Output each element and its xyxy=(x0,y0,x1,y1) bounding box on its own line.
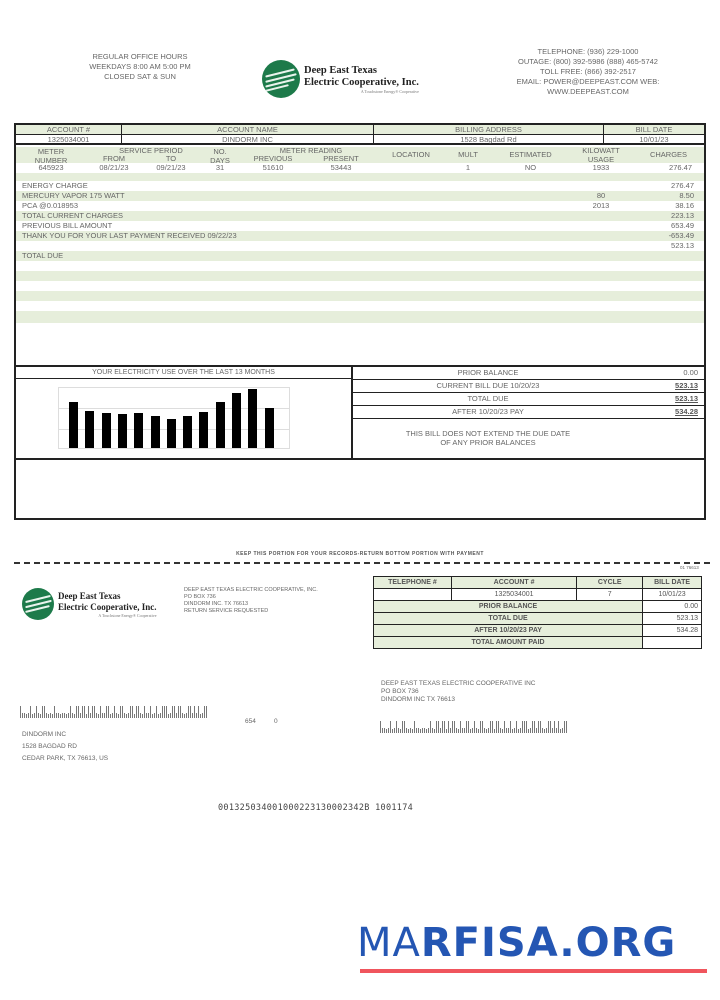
account-name-header: ACCOUNT NAME xyxy=(122,125,374,134)
usage-bar xyxy=(102,413,111,448)
outage-phone: OUTAGE: (800) 392-5986 (888) 465-5742 xyxy=(518,57,658,66)
telephone-header: TELEPHONE # xyxy=(374,577,452,589)
line-item-label: PCA @0.018953 xyxy=(22,201,78,210)
usage-bar xyxy=(265,408,274,448)
previous-value: 51610 xyxy=(262,163,284,172)
cycle-header: CYCLE xyxy=(577,577,643,589)
meter-header-row xyxy=(16,147,704,163)
line-item-amount: 523.13 xyxy=(671,241,694,250)
meter-values-row xyxy=(16,163,704,173)
service-period-header: SERVICE PERIOD xyxy=(119,146,183,155)
office-hours-weekdays: WEEKDAYS 8:00 AM 5:00 PM xyxy=(89,62,191,71)
telephone: TELEPHONE: (936) 229-1000 xyxy=(537,47,639,56)
marfisa-watermark xyxy=(357,920,676,966)
kwh-value: 1933 xyxy=(592,163,610,172)
line-item xyxy=(16,201,704,211)
line-item-label: TOTAL CURRENT CHARGES xyxy=(22,211,123,220)
company-name-line2: Electric Cooperative, Inc. xyxy=(304,76,419,88)
return-address-line: RETURN SERVICE REQUESTED xyxy=(184,608,269,614)
line-item-usage: 80 xyxy=(596,191,606,200)
summary-row-total-due xyxy=(353,393,704,406)
remit-line: DINDORM INC TX 76613 xyxy=(381,696,455,703)
website: WWW.DEEPEAST.COM xyxy=(547,87,629,96)
line-item-label: THANK YOU FOR YOUR LAST PAYMENT RECEIVED 09/22/23 xyxy=(22,231,237,240)
line-item xyxy=(16,221,704,231)
usage-bar xyxy=(183,416,192,448)
account-no-header: ACCOUNT # xyxy=(16,125,122,134)
summary-row-late-amount xyxy=(353,406,704,419)
line-item-amount: 653.49 xyxy=(671,221,694,230)
stub-row-prior-balance xyxy=(374,601,702,613)
line-item-label: PREVIOUS BILL AMOUNT xyxy=(22,221,113,230)
bill-date-header: BILL DATE xyxy=(643,577,702,589)
coop-globe-icon xyxy=(22,588,54,620)
from-header: FROM xyxy=(102,154,126,163)
summary-value: 523.13 xyxy=(675,381,698,390)
line-item-amount: 8.50 xyxy=(679,191,694,200)
return-address-line: DINDORM INC. TX 76613 xyxy=(184,601,249,607)
line-item-usage: 2013 xyxy=(592,201,610,210)
watermark-light: MA xyxy=(357,920,421,966)
estimated-header: ESTIMATED xyxy=(509,150,552,159)
notice-line: OF ANY PRIOR BALANCES xyxy=(440,438,536,447)
toll-free: TOLL FREE: (866) 392-2517 xyxy=(540,67,636,76)
summary-value: 0.00 xyxy=(683,368,698,377)
stub-return-address xyxy=(184,587,318,615)
customer-line: 1528 BAGDAD RD xyxy=(22,743,77,750)
account-name-value: DINDORM INC xyxy=(122,135,374,143)
present-value: 53443 xyxy=(330,163,352,172)
summary-label: CURRENT BILL DUE 10/20/23 xyxy=(436,381,540,390)
summary-row-prior-balance xyxy=(353,367,704,380)
customer-address xyxy=(22,729,108,765)
cycle-value: 7 xyxy=(577,589,643,601)
account-no-value: 1325034001 xyxy=(451,589,577,601)
return-address-line: DEEP EAST TEXAS ELECTRIC COOPERATIVE, INC. xyxy=(184,587,318,593)
usage-bar xyxy=(134,413,143,448)
line-item-amount: 38.16 xyxy=(675,201,694,210)
company-logo xyxy=(262,60,419,98)
usage-bar xyxy=(248,389,257,448)
line-item-amount: 223.13 xyxy=(671,211,694,220)
chart-title: YOUR ELECTRICITY USE OVER THE LAST 13 MONTHS xyxy=(16,367,351,379)
line-item-label: MERCURY VAPOR 175 WATT xyxy=(22,191,125,200)
summary-value: 523.13 xyxy=(675,394,698,403)
summary-label: AFTER 10/20/23 PAY xyxy=(452,407,524,416)
line-item xyxy=(16,181,704,191)
stub-label: TOTAL AMOUNT PAID xyxy=(374,637,643,649)
from-value: 08/21/23 xyxy=(99,163,129,172)
stub-values-row xyxy=(374,589,702,601)
account-values-row xyxy=(16,135,704,145)
bill-statement xyxy=(14,123,706,520)
customer-line: CEDAR PARK, TX 76613, US xyxy=(22,755,109,762)
stub-value: 523.13 xyxy=(643,613,702,625)
cut-instruction: KEEP THIS PORTION FOR YOUR RECORDS-RETURN BOTTOM PORTION WITH PAYMENT xyxy=(236,551,484,557)
line-item xyxy=(16,241,704,251)
remit-line: DEEP EAST TEXAS ELECTRIC COOPERATIVE INC xyxy=(381,680,536,687)
stub-company-logo xyxy=(22,588,156,620)
present-header: PRESENT xyxy=(323,154,359,163)
stub-value: 0.00 xyxy=(643,601,702,613)
usage-bar xyxy=(167,419,176,448)
charges-header: CHARGES xyxy=(649,150,688,159)
summary-label: PRIOR BALANCE xyxy=(457,368,519,377)
line-item xyxy=(16,191,704,201)
usage-bar xyxy=(216,402,225,448)
to-value: 09/21/23 xyxy=(156,163,186,172)
remit-to-address xyxy=(381,680,535,704)
estimated-value: NO xyxy=(524,163,537,172)
billing-address-header: BILLING ADDRESS xyxy=(374,125,604,134)
tear-line xyxy=(14,562,710,564)
location-header: LOCATION xyxy=(392,150,430,159)
summary-row-current-bill xyxy=(353,380,704,393)
due-date-notice xyxy=(353,429,623,447)
mult-value: 1 xyxy=(465,163,471,172)
balance-summary xyxy=(353,365,704,458)
billing-address-value: 1528 Bagdad Rd xyxy=(374,135,604,143)
divider xyxy=(16,458,704,460)
line-item xyxy=(16,211,704,221)
remit-line: PO BOX 736 xyxy=(381,688,419,695)
cut-code: 01 76613 xyxy=(680,565,699,570)
return-address-line: PO BOX 736 xyxy=(184,594,216,600)
stub-row-late-amount xyxy=(374,625,702,637)
line-item-amount: 276.47 xyxy=(671,181,694,190)
stub-label: AFTER 10/20/23 PAY xyxy=(374,625,643,637)
company-name-line1: Deep East Texas xyxy=(58,590,121,601)
summary-label: TOTAL DUE xyxy=(467,394,509,403)
bill-date-header: BILL DATE xyxy=(635,125,673,134)
ocr-scanline: 001325034001000223130002342B 1001174 xyxy=(218,803,414,813)
stub-header-row xyxy=(374,577,702,589)
mult-header: MULT xyxy=(458,150,478,159)
notice-line: THIS BILL DOES NOT EXTEND THE DUE DATE xyxy=(405,429,571,438)
meter-number-value: 645923 xyxy=(38,163,64,172)
postal-barcode xyxy=(380,721,568,733)
usage-bar xyxy=(85,411,94,448)
usage-bar xyxy=(151,416,160,448)
company-tagline: A Touchstone Energy® Cooperative xyxy=(98,612,157,618)
stub-label: TOTAL DUE xyxy=(374,613,643,625)
office-hours-title: REGULAR OFFICE HOURS xyxy=(92,52,188,61)
usage-bar xyxy=(118,414,127,448)
charges-value: 276.47 xyxy=(669,163,692,172)
postal-barcode xyxy=(20,706,208,718)
to-header: TO xyxy=(165,154,177,163)
customer-line: DINDORM INC xyxy=(22,731,67,738)
route-code-2: 0 xyxy=(274,718,278,725)
stub-row-amount-paid xyxy=(374,637,702,649)
no-days-header: NO. DAYS xyxy=(210,147,230,165)
meter-reading-header: METER READING xyxy=(279,146,343,155)
usage-bar xyxy=(69,402,78,448)
company-name-line1: Deep East Texas xyxy=(304,64,377,76)
account-no-header: ACCOUNT # xyxy=(451,577,577,589)
line-item-label: ENERGY CHARGE xyxy=(22,181,88,190)
line-item xyxy=(16,231,704,241)
stub-row-total-due xyxy=(374,613,702,625)
coop-globe-icon xyxy=(262,60,300,98)
bill-date-value: 10/01/23 xyxy=(643,589,702,601)
remittance-table xyxy=(373,576,702,649)
account-header-row xyxy=(16,125,704,135)
usage-chart xyxy=(16,365,353,458)
contact-info xyxy=(478,47,698,97)
company-tagline: A Touchstone Energy® Cooperative xyxy=(360,88,419,94)
office-hours xyxy=(40,52,240,82)
office-hours-closed: CLOSED SAT & SUN xyxy=(104,72,176,81)
account-no-value: 1325034001 xyxy=(16,135,122,143)
watermark-bold: RFISA.ORG xyxy=(420,920,677,966)
bill-date-value: 10/01/23 xyxy=(639,135,669,144)
telephone-value xyxy=(374,589,452,601)
no-days-value: 31 xyxy=(215,163,225,172)
route-code: 654 xyxy=(245,718,256,725)
company-name-line2: Electric Cooperative, Inc. xyxy=(58,601,157,612)
watermark-underline xyxy=(360,969,707,973)
stub-label: PRIOR BALANCE xyxy=(374,601,643,613)
email: EMAIL: POWER@DEEPEAST.COM WEB: xyxy=(516,77,660,86)
line-item-amount: -653.49 xyxy=(668,231,694,240)
usage-bar xyxy=(199,412,208,448)
summary-value: 534.28 xyxy=(675,407,698,416)
chart-plot-area xyxy=(58,387,290,449)
stub-value: 534.28 xyxy=(643,625,702,637)
line-item-total-due xyxy=(16,251,704,261)
usage-bar xyxy=(232,393,241,448)
previous-header: PREVIOUS xyxy=(253,154,293,163)
line-item-label: TOTAL DUE xyxy=(22,251,64,260)
kwh-header: KILOWATT USAGE xyxy=(582,146,620,164)
amount-paid-field[interactable] xyxy=(643,637,702,649)
meter-number-header: METER NUMBER xyxy=(34,147,68,165)
